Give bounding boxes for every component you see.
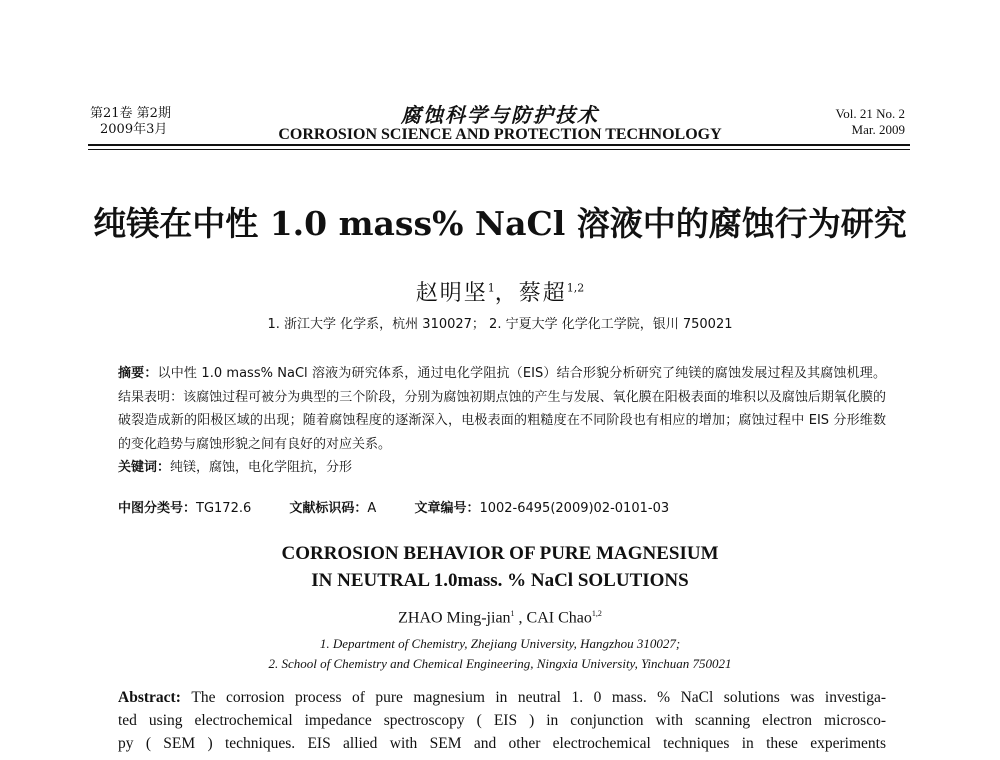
author-name: 赵明坚 bbox=[415, 281, 488, 306]
abstract-label-cn: 摘要： bbox=[118, 366, 158, 381]
author-name-en: CAI Chao bbox=[526, 609, 592, 627]
paper-title-en-line: CORROSION BEHAVIOR OF PURE MAGNESIUM bbox=[281, 543, 719, 564]
author-name-en: ZHAO Ming-jian bbox=[398, 609, 511, 627]
journal-name-en: CORROSION SCIENCE AND PROTECTION TECHNOLOGY bbox=[278, 126, 722, 143]
author-name: 蔡超 bbox=[518, 281, 567, 306]
doc-code-value: A bbox=[367, 501, 377, 516]
volume-issue-en: Vol. 21 No. 2 bbox=[835, 106, 905, 121]
authors-cn bbox=[100, 276, 900, 307]
doc-code-label: 文献标识码： bbox=[289, 501, 368, 516]
header-right bbox=[836, 106, 905, 138]
author-affil-mark: 1 bbox=[487, 281, 495, 295]
author-separator-en: , bbox=[514, 609, 527, 627]
header-rule-thin bbox=[88, 149, 910, 150]
abstract-cn bbox=[118, 362, 886, 480]
affiliations-en bbox=[100, 634, 900, 674]
author-affil-mark-en: 1,2 bbox=[591, 609, 602, 618]
classification-line bbox=[118, 497, 886, 516]
clc-label: 中图分类号： bbox=[118, 501, 197, 516]
abstract-en-line: ted using electrochemical impedance spectroscopy ( EIS ) in conjunction with scanning electron microsco- bbox=[118, 712, 886, 729]
keywords-label-cn: 关键词： bbox=[118, 460, 171, 475]
paper-title-en-line: IN NEUTRAL 1.0mass. % NaCl SOLUTIONS bbox=[311, 570, 689, 591]
header-rule-thick bbox=[88, 144, 910, 146]
journal-name-cn: 腐蚀科学与防护技术 bbox=[401, 103, 599, 127]
clc-value: TG172.6 bbox=[196, 501, 252, 516]
authors-en bbox=[100, 609, 900, 627]
author-affil-mark-en: 1 bbox=[510, 609, 515, 618]
volume-issue-cn: 第21卷 第2期 bbox=[90, 106, 171, 121]
keywords-text-cn: 纯镁，腐蚀，电化学阻抗，分形 bbox=[170, 460, 353, 475]
abstract-label-en: Abstract bbox=[118, 689, 176, 706]
abstract-label-sep: : bbox=[175, 689, 192, 706]
author-separator: ， bbox=[494, 281, 519, 306]
affiliation-en-line: 2. School of Chemistry and Chemical Engineering, Ningxia University, Yinchuan 750021 bbox=[268, 656, 732, 671]
abstract-en-line bbox=[118, 686, 886, 709]
affiliation-en-line: 1. Department of Chemistry, Zhejiang University, Hangzhou 310027; bbox=[319, 636, 681, 651]
abstract-text-cn: 以中性 1.0 mass% NaCl 溶液为研究体系，通过电化学阻抗（EIS）结合形貌分析研究了纯镁的腐蚀发展过程及其腐蚀机理。结果表明：该腐蚀过程可被分为典型的三个阶段，分别为腐蚀初期点蚀的产生与发展、氧化膜在阳极表面的堆积以及腐蚀后期氧化膜的破裂造成新的阳极区域的出现；随着腐蚀程度的逐渐深入，电极表面的粗糙度在不同阶段也有相应的增加；腐蚀过程中 EIS 分形维数的变化趋势与腐蚀形貌之间有良好的对应关系。 bbox=[118, 366, 886, 452]
affiliations-cn: 1. 浙江大学 化学系，杭州 310027； 2. 宁夏大学 化学化工学院，银川 750021 bbox=[267, 317, 733, 332]
date-cn: 2009年3月 bbox=[100, 122, 168, 137]
abstract-en bbox=[118, 686, 886, 755]
paper-title-en bbox=[100, 540, 900, 594]
date-en: Mar. 2009 bbox=[851, 122, 905, 137]
abstract-en-line: py ( SEM ) techniques. EIS allied with SEM and other electrochemical techniques in these experiments bbox=[118, 735, 886, 752]
paper-title-cn: 纯镁在中性 1.0 mass% NaCl 溶液中的腐蚀行为研究 bbox=[93, 204, 907, 243]
journal-name bbox=[210, 104, 790, 144]
header-left bbox=[90, 106, 171, 138]
article-id-label: 文章编号： bbox=[414, 501, 480, 516]
abstract-en-text: The corrosion process of pure magnesium in neutral 1. 0 mass. % NaCl solutions was investiga- bbox=[191, 689, 887, 706]
article-id-value: 1002-6495(2009)02-0101-03 bbox=[479, 501, 670, 516]
author-affil-mark: 1,2 bbox=[566, 281, 585, 295]
